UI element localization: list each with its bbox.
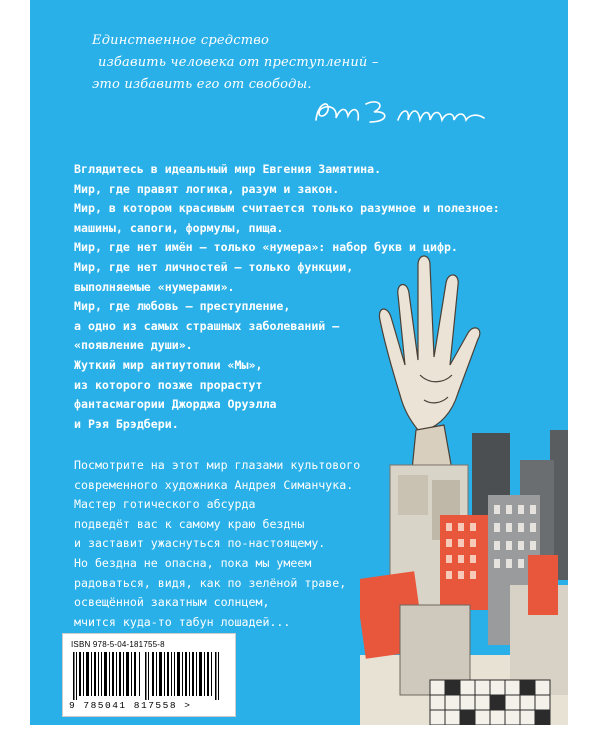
hand-icon (379, 256, 479, 470)
text-line: и Рэя Брэдбери. (74, 416, 179, 431)
text-line: Мир, где любовь – преступление, (74, 299, 291, 314)
text-line: Посмотрите на этот мир глазами культового (74, 458, 361, 472)
text-line: из которого позже прорастут (74, 377, 263, 392)
text-line: подведёт вас к самому краю бездны (74, 516, 305, 531)
text-line: Но бездна не опасна, пока мы умеем (74, 555, 312, 570)
epigraph-line: избавить человека от преступлений – (98, 55, 379, 70)
text-line: Мир, где нет личностей – только функции, (74, 259, 354, 274)
text-line: Жуткий мир антиутопии «Мы», (74, 357, 263, 372)
text-line: мчится куда-то табун лошадей... (74, 614, 291, 629)
description-paragraph-2 (74, 456, 360, 632)
book-back-cover (30, 0, 568, 725)
isbn-barcode-box (62, 633, 236, 717)
text-line: Мир, где нет имён – только «нумера»: набор букв и цифр. (74, 240, 458, 255)
text-line: Мир, где правят логика, разум и закон. (74, 181, 340, 196)
text-line: современного художника Андрея Симанчука. (74, 477, 354, 492)
text-line: Мастер готического абсурда (74, 497, 256, 512)
epigraph (92, 30, 412, 96)
epigraph-line: это избавить его от свободы. (92, 77, 312, 92)
author-signature (308, 92, 498, 132)
text-line: и заставит ужаснуться по-настоящему. (74, 536, 326, 551)
text-line: Мир, в котором красивым считается только разумное и полезное: (74, 201, 500, 216)
isbn-label: ISBN 978-5-04-181755-8 (71, 640, 165, 649)
epigraph-line: Единственное средство (92, 33, 270, 48)
barcode-icon (69, 652, 229, 700)
text-line: Вглядитесь в идеальный мир Евгения Замятина. (74, 162, 382, 176)
text-line: «появление души». (74, 338, 193, 353)
barcode-digits: 9 785041 817558 > (69, 700, 192, 711)
text-line: выполняемые «нумерами». (74, 279, 235, 294)
text-line: радоваться, видя, как по зелёной траве, (74, 575, 347, 590)
hand-city-illustration (360, 225, 568, 725)
text-line: машины, сапоги, формулы, пища. (74, 220, 284, 235)
text-line: фантасмагории Джорджа Оруэлла (74, 397, 277, 412)
text-line: освещённой закатным солнцем, (74, 595, 270, 610)
text-line: а одно из самых страшных заболеваний – (74, 318, 340, 333)
